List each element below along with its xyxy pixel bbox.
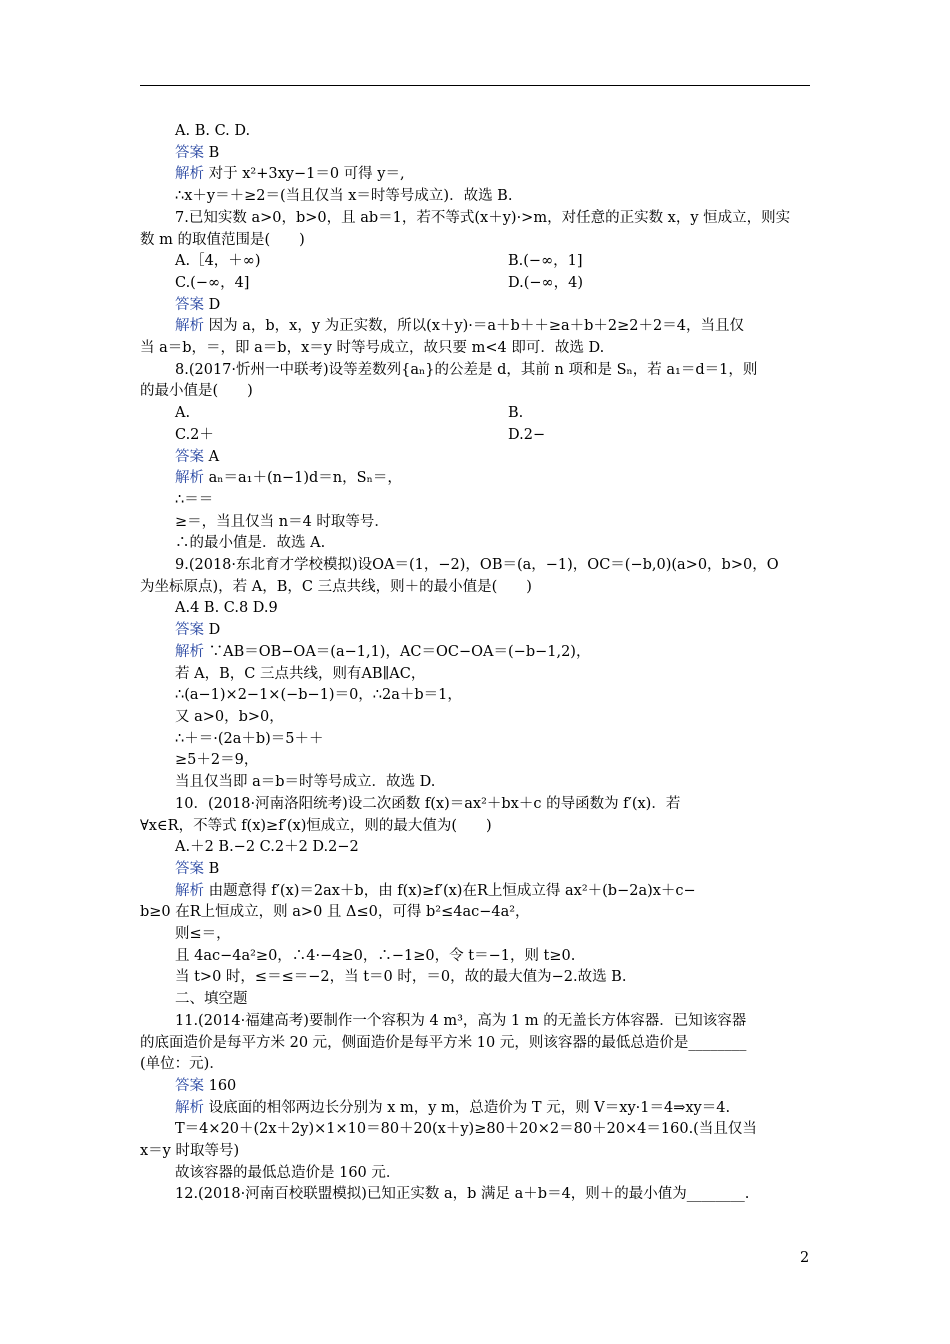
text-line (140, 989, 810, 1011)
line-text: D (204, 622, 221, 639)
line-text: B (204, 144, 220, 161)
text-line (140, 794, 810, 816)
line-text: 10．(2018·河南洛阳统考)设二次函数 f(x)＝ax²＋bx＋c 的导函数为 f′(x)．若 (175, 795, 681, 812)
section-label: 答案 (175, 860, 204, 877)
section-label: 答案 (175, 448, 204, 465)
text-line (140, 316, 810, 338)
option-cell: A.［4，＋∞) (175, 253, 261, 270)
text-line (140, 1076, 810, 1098)
line-text: 7.已知实数 a>0，b>0，且 ab＝1，若不等式(x＋y)·>m，对任意的正实数 x，y 恒成立，则实 (175, 209, 791, 226)
line-text: ∴的最小值是．故选 A. (175, 535, 326, 552)
line-text: 的底面造价是每平方米 20 元，侧面造价是每平方米 10 元，则该容器的最低总造价是________ (140, 1034, 747, 1051)
line-text: A.＋2 B.−2 C.2＋2 D.2−2 (175, 839, 359, 856)
line-text: 二、填空题 (175, 991, 248, 1008)
option-row (140, 403, 810, 425)
text-line (140, 642, 810, 664)
line-text: 8.(2017·忻州一中联考)设等差数列{aₙ}的公差是 d，其前 n 项和是 Sₙ，若 a₁＝d＝1，则 (175, 361, 758, 378)
text-line (140, 967, 810, 989)
text-line (140, 295, 810, 317)
line-text: 当 a＝b，＝，即 a＝b，x＝y 时等号成立，故只要 m<4 即可．故选 D. (140, 340, 605, 357)
text-line (140, 1098, 810, 1120)
section-label: 答案 (175, 622, 204, 639)
section-label: 答案 (175, 296, 204, 313)
text-line (140, 230, 810, 252)
text-line (140, 555, 810, 577)
line-text: 若 A，B，C 三点共线，则有AB∥AC， (175, 665, 426, 682)
text-line (140, 1184, 810, 1206)
text-line (140, 121, 810, 143)
option-cell: B. (508, 405, 524, 422)
line-text: 因为 a，b，x，y 为正实数，所以(x＋y)·＝a＋b＋＋≥a＋b＋2≥2＋2＝4，当且仅 (204, 318, 744, 335)
option-cell: B.(−∞，1] (508, 253, 583, 270)
section-label: 答案 (175, 144, 204, 161)
text-line (140, 164, 810, 186)
line-text: 当 t>0 时，≤＝≤＝−2，当 t＝0 时，＝0，故的最大值为−2.故选 B. (175, 969, 627, 986)
line-text: 数 m 的取值范围是( ) (140, 231, 305, 248)
line-text: 且 4ac−4a²≥0，∴4·−4≥0，∴−1≥0，令 t＝−1，则 t≥0. (175, 947, 576, 964)
text-line (140, 1141, 810, 1163)
line-text: b≥0 在R上恒成立，则 a>0 且 Δ≤0，可得 b²≤4ac−4a²， (140, 904, 530, 921)
text-line (140, 1163, 810, 1185)
text-line (140, 620, 810, 642)
text-line (140, 533, 810, 555)
text-line (140, 924, 810, 946)
text-line (140, 381, 810, 403)
text-line (140, 186, 810, 208)
section-label: 解析 (175, 166, 204, 183)
page-number: 2 (800, 1250, 810, 1266)
line-text: D (204, 296, 221, 313)
text-line (140, 707, 810, 729)
line-text: ≥＝，当且仅当 n＝4 时取等号． (175, 513, 389, 530)
line-text: ∵AB＝OB−OA＝(a−1,1)，AC＝OC−OA＝(−b−1,2)， (204, 643, 591, 660)
line-text: T＝4×20＋(2x＋2y)×1×10＝80＋20(x＋y)≥80＋20×2＝80＋20×4＝160.(当且仅当 (175, 1121, 757, 1138)
text-line (140, 902, 810, 924)
line-text: 为坐标原点)，若 A，B，C 三点共线，则＋的最小值是( ) (140, 578, 532, 595)
text-line (140, 1033, 810, 1055)
line-text: A.4 B. C.8 D.9 (175, 600, 278, 617)
line-text: B (204, 860, 220, 877)
text-line (140, 859, 810, 881)
text-line (140, 360, 810, 382)
line-text: 当且仅当即 a＝b＝时等号成立．故选 D. (175, 774, 436, 791)
line-text: (单位：元)． (140, 1056, 224, 1073)
text-line (140, 208, 810, 230)
line-text: 由题意得 f′(x)＝2ax＋b，由 f(x)≥f′(x)在R上恒成立得 ax²＋(b−2a)x＋c− (204, 882, 696, 899)
line-text: 设底面的相邻两边长分别为 x m，y m，总造价为 T 元，则 V＝xy·1＝4⇒xy＝4. (204, 1099, 731, 1116)
text-line (140, 772, 810, 794)
line-text: 对于 x²+3xy−1＝0 可得 y＝, (204, 166, 405, 183)
option-cell: A. (175, 405, 191, 422)
text-line (140, 468, 810, 490)
line-text: 12.(2018·河南百校联盟模拟)已知正实数 a，b 满足 a＋b＝4，则＋的最小值为________. (175, 1186, 750, 1203)
text-line (140, 577, 810, 599)
line-text: ∴x＋y＝＋≥2＝(当且仅当 x＝时等号成立)．故选 B. (175, 188, 513, 205)
line-text: ∴＋＝·(2a＋b)＝5＋＋ (175, 730, 324, 747)
option-cell: C.2＋ (175, 426, 214, 443)
line-text: ∴(a−1)×2−1×(−b−1)＝0，∴2a＋b＝1， (175, 687, 462, 704)
text-line (140, 1054, 810, 1076)
text-line (140, 1119, 810, 1141)
text-line (140, 685, 810, 707)
section-label: 解析 (175, 882, 204, 899)
section-label: 答案 (175, 1077, 204, 1094)
option-cell: D.2− (508, 426, 546, 443)
text-line (140, 447, 810, 469)
document-body (140, 121, 810, 1206)
text-line (140, 1011, 810, 1033)
option-cell: C.(−∞，4] (175, 274, 250, 291)
text-line (140, 881, 810, 903)
line-text: 又 a>0，b>0， (175, 708, 284, 725)
line-text: 11.(2014·福建高考)要制作一个容积为 4 m³，高为 1 m 的无盖长方体容器．已知该容器 (175, 1012, 747, 1029)
option-cell: D.(−∞，4) (508, 274, 583, 291)
line-text: A (204, 448, 220, 465)
text-line (140, 729, 810, 751)
option-row (140, 425, 810, 447)
line-text: x＝y 时取等号) (140, 1143, 240, 1160)
section-label: 解析 (175, 318, 204, 335)
text-line (140, 816, 810, 838)
line-text: 的最小值是( ) (140, 383, 253, 400)
section-label: 解析 (175, 643, 204, 660)
line-text: A. B. C. D. (175, 123, 251, 139)
text-line (140, 598, 810, 620)
section-label: 解析 (175, 1099, 204, 1116)
text-line (140, 143, 810, 165)
line-text: aₙ＝a₁＋(n−1)d＝n，Sₙ＝， (204, 470, 402, 487)
line-text: 160 (204, 1077, 237, 1094)
text-line (140, 338, 810, 360)
option-row (140, 251, 810, 273)
text-line (140, 512, 810, 534)
line-text: ∀x∈R，不等式 f(x)≥f′(x)恒成立，则的最大值为( ) (140, 817, 492, 834)
text-line (140, 750, 810, 772)
text-line (140, 490, 810, 512)
header-rule (140, 85, 810, 86)
text-line (140, 664, 810, 686)
line-text: 9.(2018·东北育才学校模拟)设OA＝(1，−2)，OB＝(a，−1)，OC＝(−b,0)(a>0，b>0，O (175, 557, 779, 574)
option-row (140, 273, 810, 295)
text-line (140, 946, 810, 968)
line-text: ∴＝＝ (175, 491, 214, 508)
line-text: ≥5＋2＝9， (175, 752, 259, 769)
line-text: 则≤＝， (175, 926, 231, 943)
line-text: 故该容器的最低总造价是 160 元． (175, 1164, 401, 1181)
section-label: 解析 (175, 470, 204, 487)
text-line (140, 837, 810, 859)
